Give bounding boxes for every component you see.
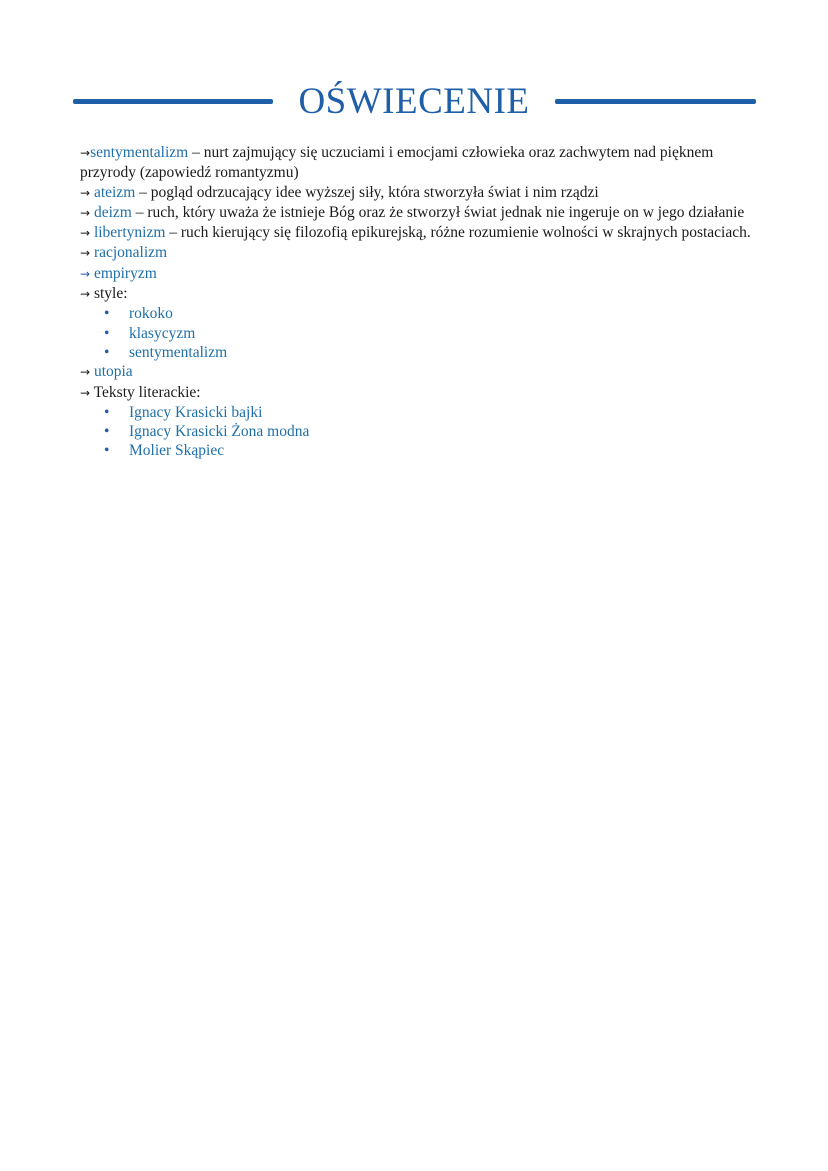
- style-item: [80, 304, 752, 323]
- term-label: racjonalizm: [93, 244, 168, 262]
- arrow-icon: →: [80, 266, 91, 281]
- entry-libertynizm: [80, 223, 752, 243]
- term-label: sentymentalizm: [90, 144, 189, 161]
- term-label: empiryzm: [93, 264, 157, 282]
- notes-content: [80, 143, 752, 461]
- bullet-icon: •: [104, 305, 110, 323]
- entry-racjonalizm: [80, 243, 752, 263]
- style-item: [80, 343, 752, 362]
- bullet-icon: •: [104, 423, 110, 441]
- entry-empiryzm: [80, 264, 752, 284]
- entry-sentymentalizm: [80, 143, 752, 183]
- text-item-label: Ignacy Krasicki Żona modna: [129, 423, 310, 441]
- arrow-icon: →: [80, 185, 91, 200]
- style-item-label: klasycyzm: [129, 324, 196, 342]
- arrow-icon: →: [80, 205, 91, 220]
- text-item: [80, 422, 752, 441]
- bullet-icon: •: [104, 343, 110, 361]
- title-rule-right: [555, 99, 756, 104]
- term-label: utopia: [93, 363, 133, 381]
- style-item-label: rokoko: [129, 305, 173, 323]
- entry-deizm: [80, 203, 752, 223]
- term-label: deizm: [93, 203, 132, 221]
- entry-ateizm: [80, 183, 752, 203]
- style-item: [80, 324, 752, 343]
- arrow-icon: →: [80, 226, 91, 241]
- bullet-icon: •: [104, 403, 110, 421]
- title-header: [0, 78, 828, 128]
- text-item-label: Ignacy Krasicki bajki: [129, 403, 263, 421]
- styles-heading: [80, 284, 752, 304]
- arrow-icon: →: [80, 385, 91, 400]
- term-label: libertynizm: [93, 224, 166, 242]
- arrow-icon: →: [80, 246, 91, 261]
- term-description: – ruch, który uważa że istnieje Bóg oraz że stworzył świat jednak nie ingeruje on w jego działanie: [131, 203, 745, 221]
- texts-label: Teksty literackie:: [93, 383, 201, 401]
- entry-utopia: [80, 362, 752, 382]
- term-description: – ruch kierujący się filozofią epikurejską, różne rozumienie wolności w skrajnych postaciach.: [165, 224, 751, 242]
- text-item-label: Molier Skąpiec: [129, 442, 225, 460]
- term-label: ateizm: [93, 183, 136, 201]
- text-item: [80, 441, 752, 460]
- page-title: OŚWIECENIE: [298, 81, 530, 122]
- term-description: – pogląd odrzucający idee wyższej siły, która stworzyła świat i nim rządzi: [135, 183, 599, 201]
- texts-heading: [80, 383, 752, 403]
- text-item: [80, 403, 752, 422]
- arrow-icon: →: [80, 146, 91, 160]
- bullet-icon: •: [104, 442, 110, 460]
- style-item-label: sentymentalizm: [129, 343, 228, 361]
- bullet-icon: •: [104, 324, 110, 342]
- term-description: – nurt zajmujący się uczuciami i emocjami człowieka oraz zachwytem nad pięknem przyrody (zapowiedź romantyzmu): [80, 144, 714, 182]
- arrow-icon: →: [80, 287, 91, 302]
- arrow-icon: →: [80, 365, 91, 380]
- styles-label: style:: [93, 285, 128, 303]
